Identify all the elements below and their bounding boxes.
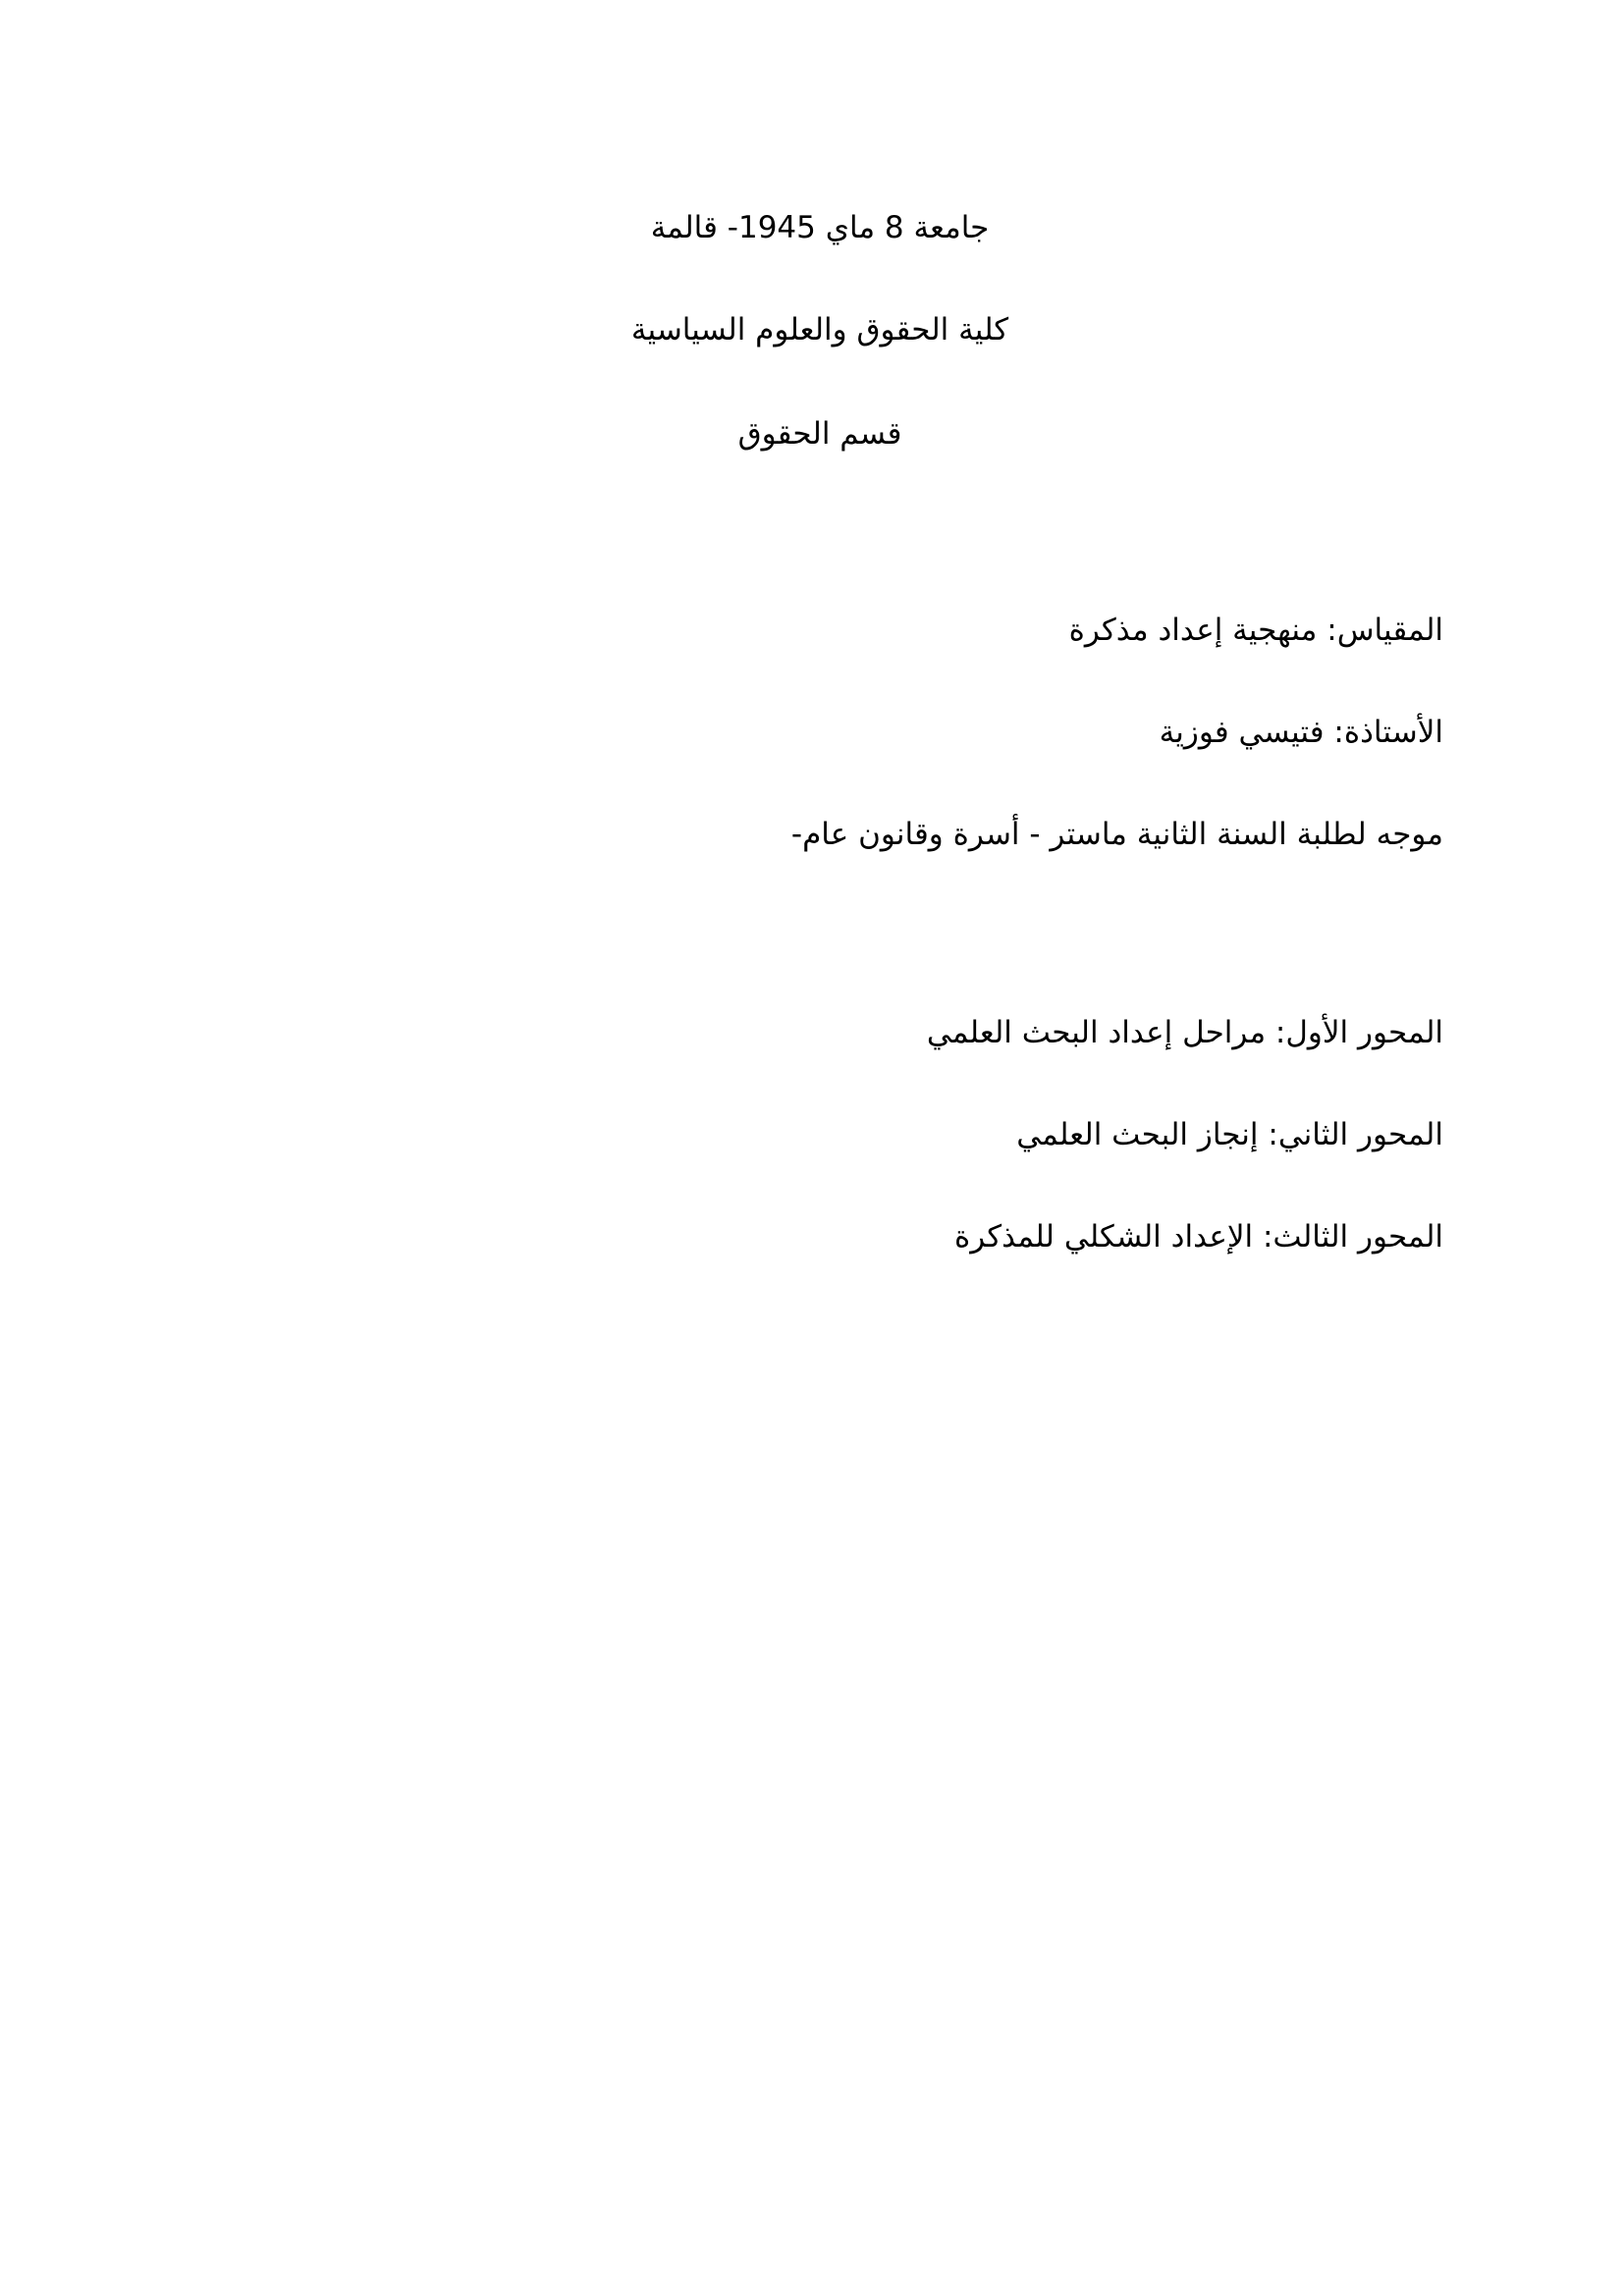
course-professor: الأستاذة: فتيسي فوزية <box>1159 715 1443 750</box>
department-name: قسم الحقوق <box>737 416 902 452</box>
university-name: جامعة 8 ماي 1945- قالمة <box>650 210 990 245</box>
course-audience: موجه لطلبة السنة الثانية ماستر - أسرة وقانون عام- <box>790 817 1443 852</box>
axis-3: المحور الثالث: الإعداد الشكلي للمذكرة <box>954 1219 1443 1255</box>
faculty-name: كلية الحقوق والعلوم السياسية <box>630 312 1009 347</box>
course-subject: المقياس: منهجية إعداد مذكرة <box>1068 613 1443 648</box>
axis-1: المحور الأول: مراحل إعداد البحث العلمي <box>926 1015 1443 1050</box>
axis-2: المحور الثاني: إنجاز البحث العلمي <box>1016 1117 1443 1152</box>
